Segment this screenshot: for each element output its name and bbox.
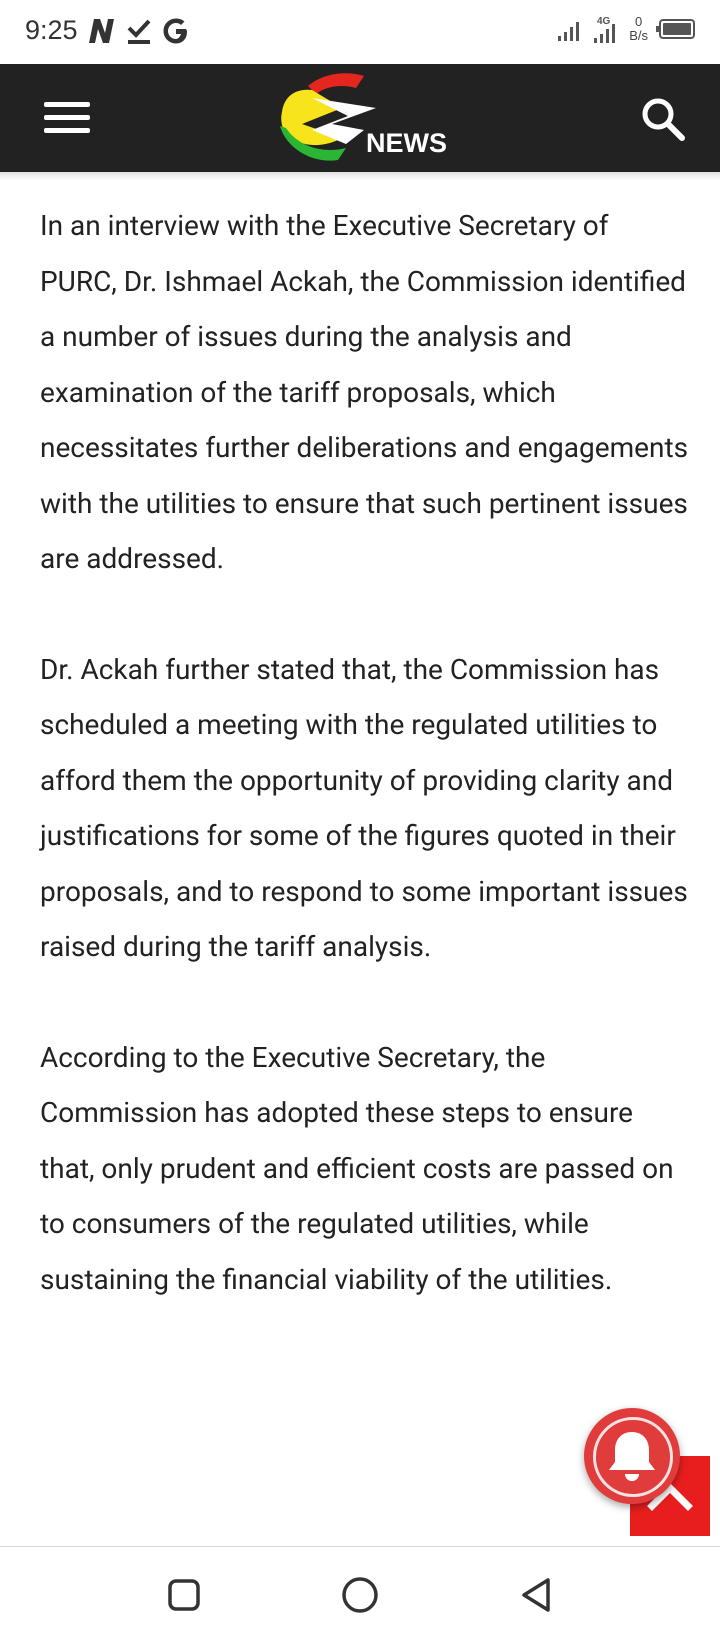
network-speed (629, 15, 648, 43)
article-body (40, 198, 690, 1362)
status-notification-icons (86, 17, 190, 45)
recent-apps-icon (162, 1573, 206, 1617)
logo-text: NEWS (366, 128, 447, 158)
system-nav-bar (0, 1546, 720, 1641)
search-button[interactable] (638, 94, 688, 144)
recent-apps-button[interactable] (162, 1573, 206, 1617)
n-app-icon (86, 17, 116, 45)
home-button[interactable] (338, 1573, 382, 1617)
bell-icon (584, 1408, 680, 1504)
hamburger-menu-icon (44, 102, 90, 107)
menu-button[interactable] (38, 94, 96, 142)
svg-text:4G: 4G (597, 16, 611, 27)
network-speed-value: 0 (634, 14, 643, 29)
hamburger-menu-icon-bar (44, 115, 90, 120)
hamburger-menu-icon-bar (44, 128, 90, 133)
status-system-icons (557, 14, 696, 44)
search-icon (638, 94, 688, 144)
notification-bell-button[interactable] (584, 1408, 680, 1504)
status-bar (0, 0, 720, 64)
battery-icon (656, 18, 696, 40)
article-paragraph: raised during the tariff analysis. (40, 930, 432, 963)
back-button[interactable] (514, 1573, 558, 1617)
header-shadow (0, 172, 720, 180)
status-time: 9:25 (25, 15, 78, 45)
article-paragraph: Dr. Ackah further stated that, the Commission has scheduled a meeting with the regulated utilities to afford them the opportunity of providing clarity and justifications for some of the figures quoted in their proposals, and to respond to some important issues (40, 652, 688, 908)
network-speed-unit: B/s (629, 28, 648, 43)
back-triangle-icon (514, 1573, 558, 1617)
article-paragraph: According to the Executive Secretary, the Commission has adopted these steps to ensure that, only prudent and efficient costs are passed on to consumers of the regulated utilities, while sustaining the financial viability of the utilities. (40, 1040, 674, 1296)
4g-signal-icon (593, 14, 621, 44)
article-paragraph: In an interview with the Executive Secretary of PURC, Dr. Ishmael Ackah, the Commission identified a number of issues during the analysis and examination of the tariff proposals, which necessitates further deliberations and engagements with the utilities to ensure that such pertinent issues are addressed. (40, 209, 689, 575)
home-circle-icon (338, 1573, 382, 1617)
signal-icon (557, 16, 585, 42)
download-check-icon (126, 17, 152, 45)
app-header (0, 64, 720, 172)
google-icon (162, 17, 190, 45)
